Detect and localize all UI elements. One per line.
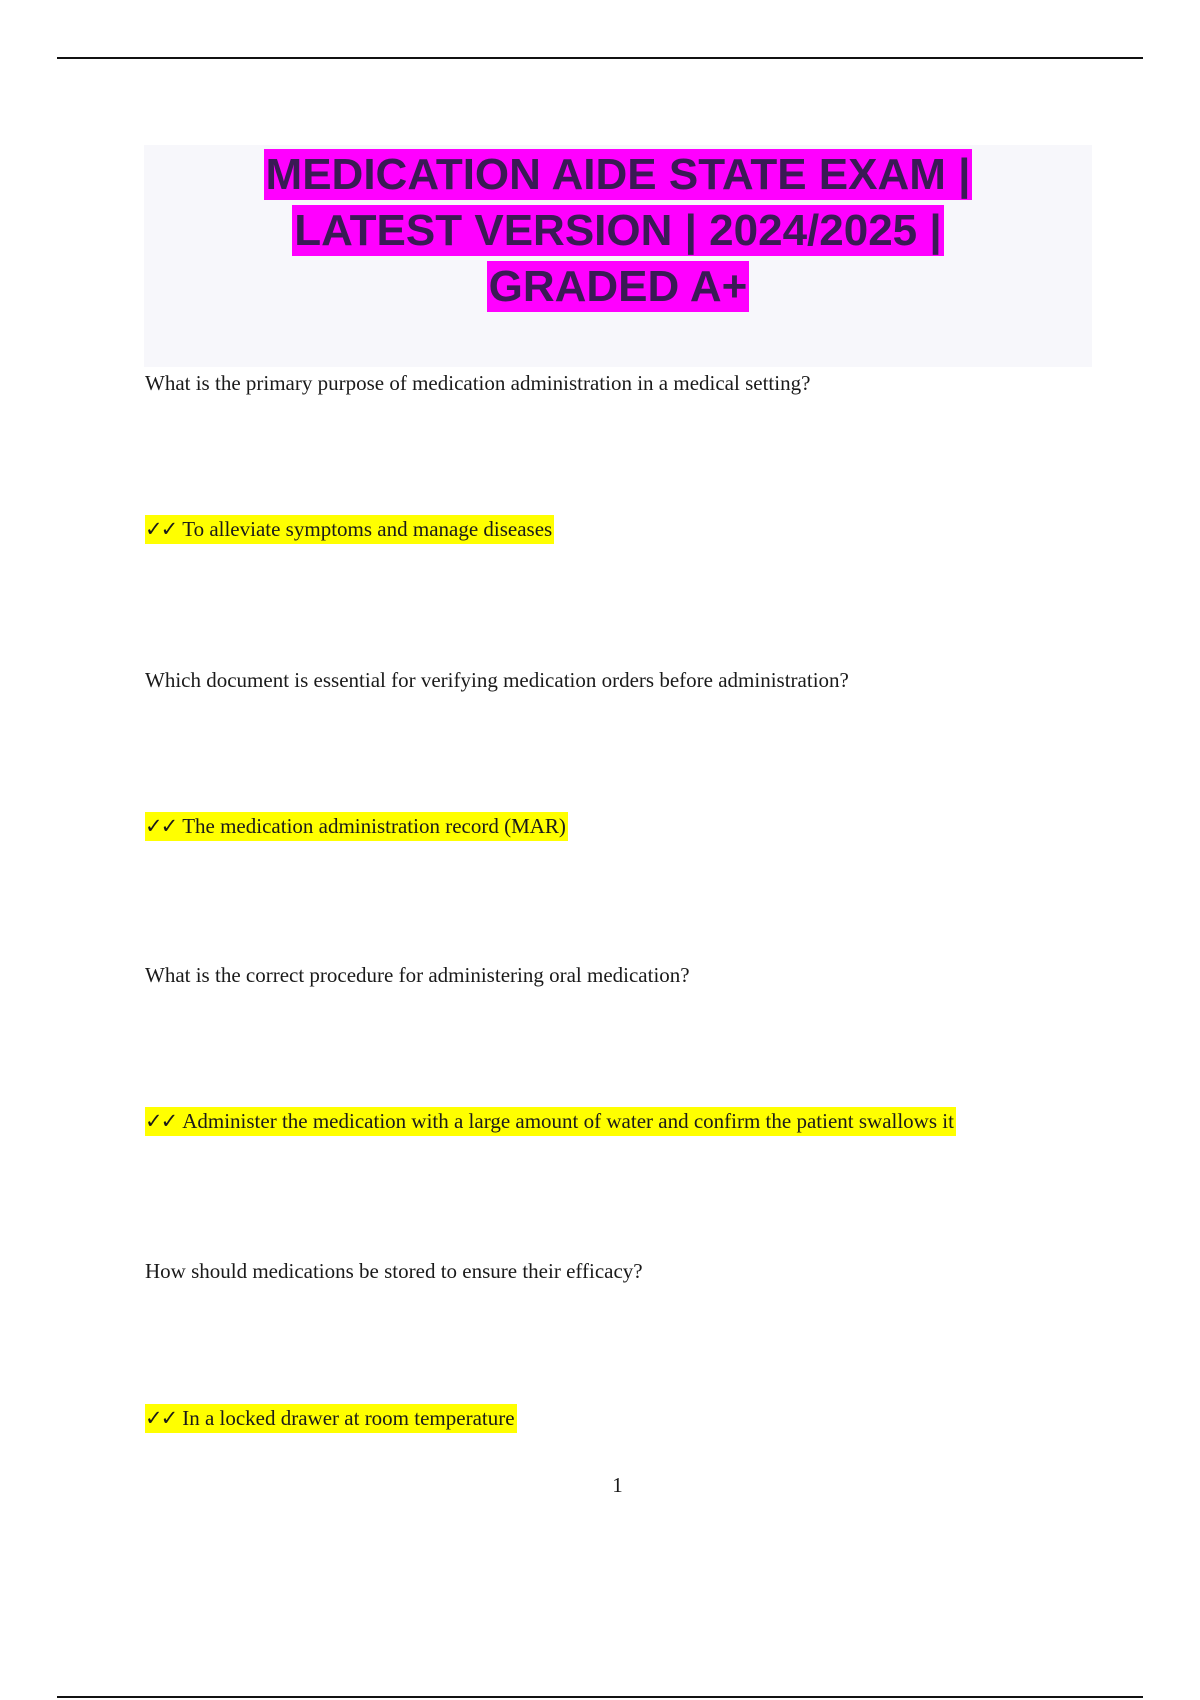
answer-3 (145, 1106, 956, 1136)
title-line-3: GRADED A+ (488, 262, 748, 311)
answer-highlight (145, 1107, 956, 1136)
question-3: What is the correct procedure for administering oral medication? (145, 963, 690, 987)
page-number: 1 (612, 1473, 623, 1497)
title-line-1: MEDICATION AIDE STATE EXAM | (265, 150, 971, 199)
title-line-2: LATEST VERSION | 2024/2025 | (294, 206, 942, 255)
answer-text: The medication administration record (MAR) (182, 814, 566, 838)
question-2: Which document is essential for verifying medication orders before administration? (145, 668, 849, 692)
answer-text: Administer the medication with a large amount of water and confirm the patient swallows it (182, 1109, 954, 1133)
double-check-icon: ✓✓ (145, 814, 177, 838)
double-check-icon: ✓✓ (145, 1406, 177, 1430)
double-check-icon: ✓✓ (145, 517, 177, 541)
document-title (144, 145, 1092, 315)
top-rule (57, 57, 1143, 59)
answer-text: To alleviate symptoms and manage diseases (182, 517, 553, 541)
answer-highlight (145, 812, 568, 841)
answer-text: In a locked drawer at room temperature (182, 1406, 515, 1430)
title-block (144, 145, 1092, 367)
answer-2 (145, 811, 568, 841)
bottom-rule (57, 1696, 1143, 1698)
question-4: How should medications be stored to ensure their efficacy? (145, 1259, 643, 1283)
double-check-icon: ✓✓ (145, 1109, 177, 1133)
answer-highlight (145, 1404, 517, 1433)
question-1: What is the primary purpose of medication administration in a medical setting? (145, 371, 811, 395)
answer-highlight (145, 515, 554, 544)
answer-1 (145, 514, 554, 544)
answer-4 (145, 1403, 517, 1433)
